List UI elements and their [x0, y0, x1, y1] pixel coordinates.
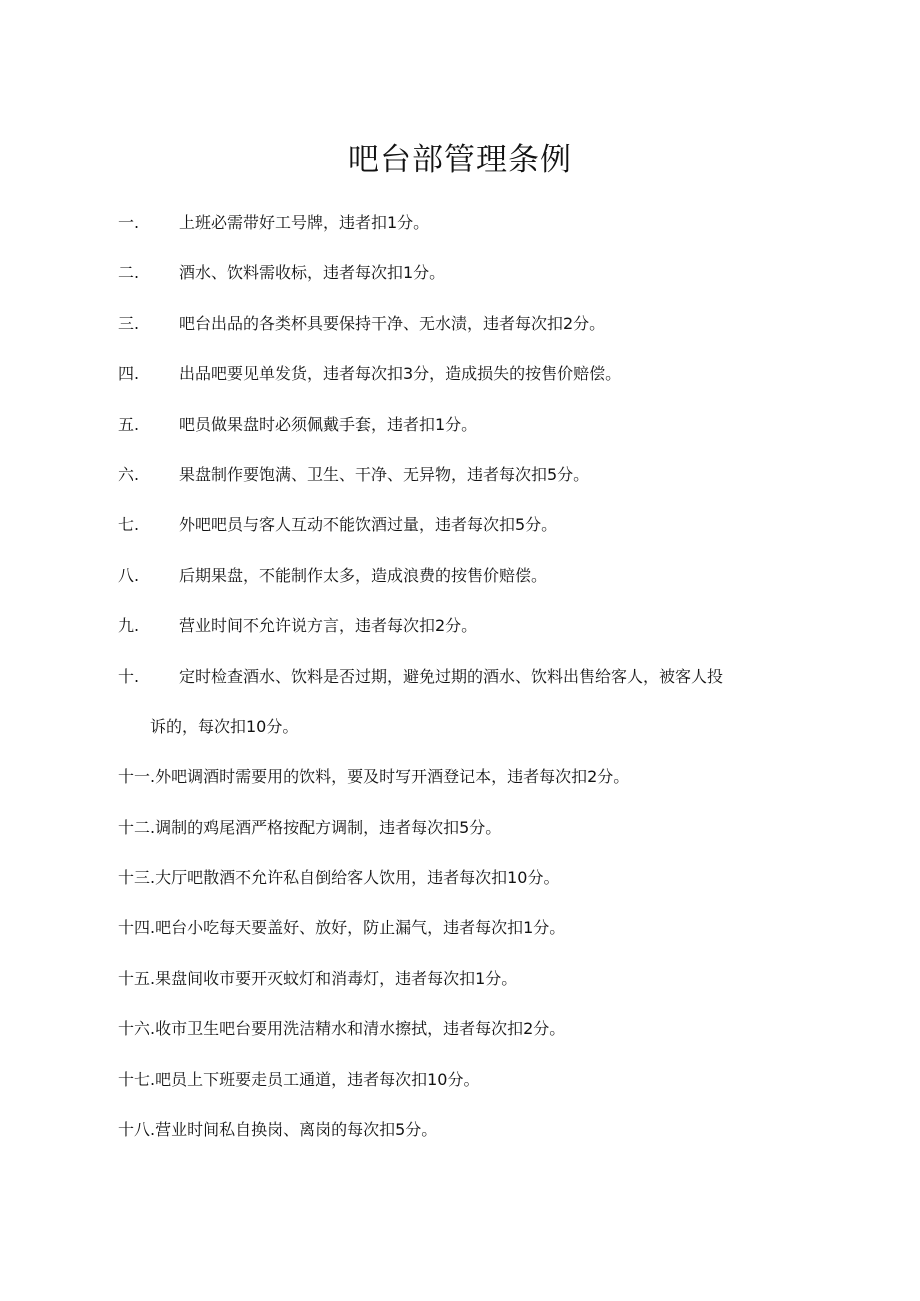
- rule-number: 九.: [118, 616, 140, 636]
- rule-text: 上班必需带好工号牌，违者扣1分。: [179, 213, 430, 232]
- rule-number: 十七.: [118, 1069, 156, 1089]
- rules-list: [118, 208, 818, 1165]
- rule-item: [118, 1014, 818, 1044]
- rule-text: 营业时间不允许说方言，违者每次扣2分。: [179, 616, 478, 636]
- rule-text: 果盘制作要饱满、卫生、干净、无异物，违者每次扣5分。: [179, 464, 590, 484]
- rule-item: [118, 359, 818, 389]
- rule-text: 收市卫生吧台要用洗洁精水和清水擦拭，违者每次扣2分。: [155, 1019, 566, 1039]
- rule-text: 吧台小吃每天要盖好、放好，防止漏气，违者每次扣1分。: [155, 918, 566, 938]
- rule-text: 出品吧要见单发货，违者每次扣3分，造成损失的按售价赔偿。: [179, 364, 622, 384]
- rule-number: 七.: [118, 515, 140, 535]
- rule-item: [118, 410, 818, 440]
- rule-number: 十五.: [118, 968, 156, 988]
- rule-number: 十一.: [118, 767, 156, 787]
- rule-item: [118, 1065, 818, 1095]
- rule-number: 二.: [118, 263, 140, 283]
- rule-item: [118, 561, 818, 591]
- rule-item: [118, 611, 818, 641]
- rule-text: 调制的鸡尾酒严格按配方调制，违者每次扣5分。: [155, 817, 502, 837]
- rule-number: 十.: [118, 666, 140, 686]
- rule-number: 五.: [118, 414, 140, 434]
- rule-number: 十三.: [118, 868, 156, 888]
- rule-number: 十四.: [118, 918, 156, 938]
- rule-number: 六.: [118, 464, 140, 484]
- rule-text: 后期果盘，不能制作太多，造成浪费的按售价赔偿。: [179, 565, 548, 585]
- rule-text: 营业时间私自换岗、离岗的每次扣5分。: [155, 1120, 438, 1140]
- rule-item: [118, 309, 818, 339]
- rule-item: [118, 1115, 818, 1145]
- rule-text: 果盘间收市要开灭蚊灯和消毒灯，违者每次扣1分。: [155, 968, 518, 988]
- rule-text: 外吧吧员与客人互动不能饮酒过量，违者每次扣5分。: [179, 515, 558, 535]
- rule-number: 三.: [118, 313, 140, 333]
- rule-number: 四.: [118, 364, 140, 384]
- rule-text-continued: 诉的，每次扣10分。: [150, 716, 299, 736]
- rule-text: 外吧调酒时需要用的饮料，要及时写开酒登记本，违者每次扣2分。: [155, 767, 630, 787]
- rule-number: 一.: [118, 213, 140, 232]
- rule-item: [118, 964, 818, 994]
- rule-number: 十六.: [118, 1019, 156, 1039]
- rule-item: [118, 208, 818, 238]
- rule-text: 酒水、饮料需收标，违者每次扣1分。: [179, 263, 446, 283]
- rule-item: [118, 258, 818, 288]
- rule-item: [118, 762, 818, 792]
- rule-item: [118, 913, 818, 943]
- rule-item: [118, 813, 818, 843]
- rule-item: [118, 662, 818, 742]
- page-title: 吧台部管理条例: [348, 142, 572, 178]
- rule-item: [118, 460, 818, 490]
- rule-number: 十八.: [118, 1120, 156, 1140]
- rule-text: 吧员做果盘时必须佩戴手套，违者扣1分。: [179, 414, 478, 434]
- rule-number: 八.: [118, 565, 140, 585]
- rule-item: [118, 863, 818, 893]
- rule-text: 大厅吧散酒不允许私自倒给客人饮用，违者每次扣10分。: [155, 868, 560, 888]
- rule-number: 十二.: [118, 817, 156, 837]
- rule-text: 吧员上下班要走员工通道，违者每次扣10分。: [155, 1069, 480, 1089]
- rule-text: 吧台出品的各类杯具要保持干净、无水渍，违者每次扣2分。: [179, 313, 606, 333]
- rule-item: [118, 510, 818, 540]
- rule-text: 定时检查酒水、饮料是否过期，避免过期的酒水、饮料出售给客人，被客人投: [179, 666, 724, 686]
